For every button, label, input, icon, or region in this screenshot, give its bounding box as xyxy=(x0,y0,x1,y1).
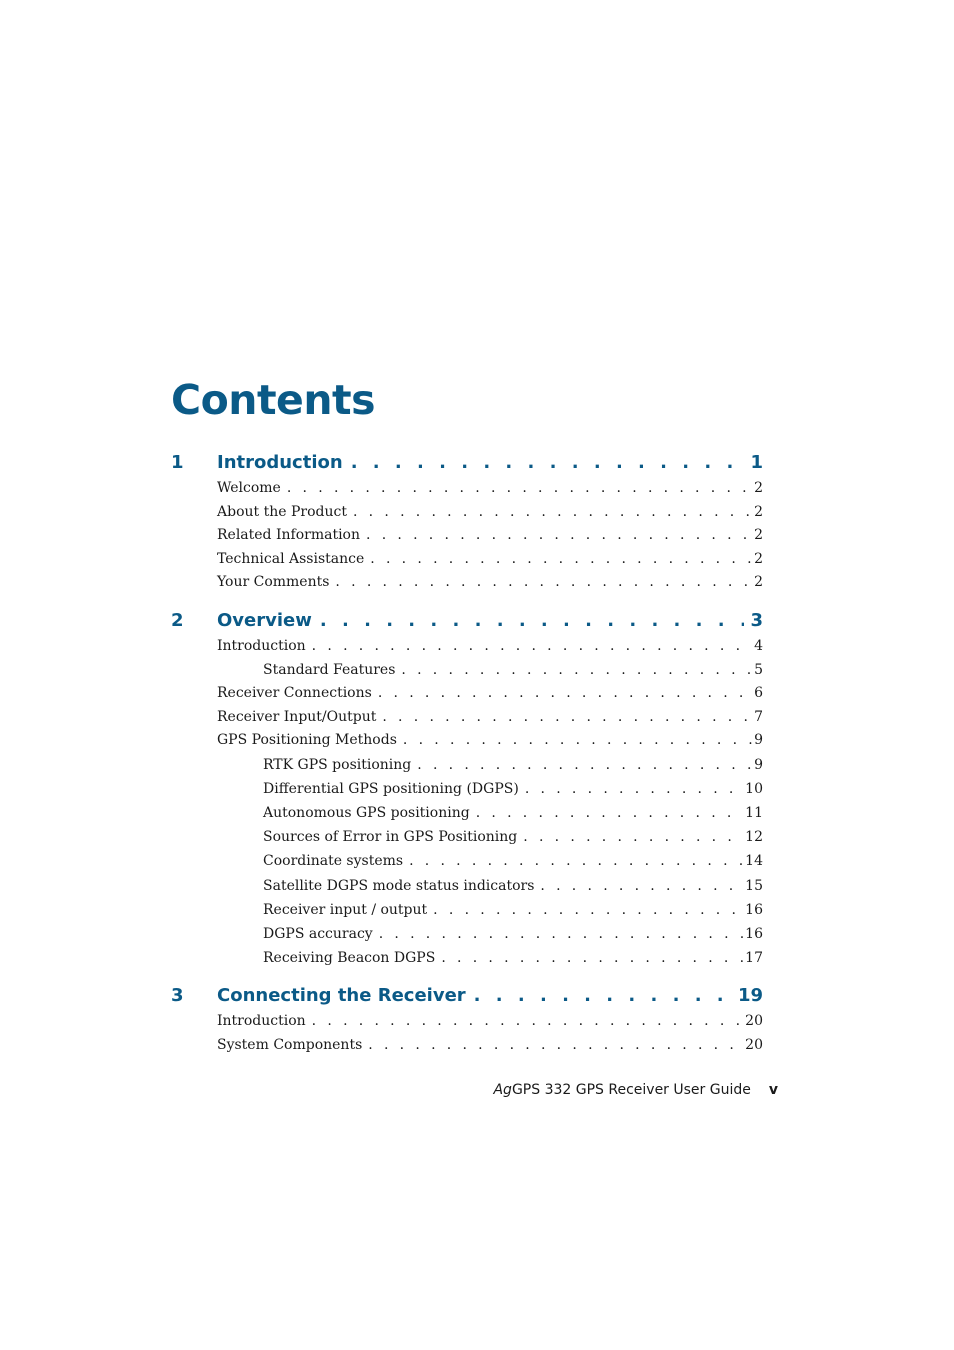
toc-entry[interactable] xyxy=(171,635,763,659)
entry-title: About the Product xyxy=(217,503,347,520)
entry-title: DGPS accuracy xyxy=(263,926,373,942)
entry-page-number: 16 xyxy=(745,926,763,942)
entry-page-number: 20 xyxy=(745,1013,763,1030)
toc-entry[interactable] xyxy=(171,658,763,682)
toc-entry-list xyxy=(171,1010,763,1057)
entry-page-number: 2 xyxy=(754,574,763,590)
entry-title: Sources of Error in GPS Positioning xyxy=(263,829,518,846)
toc-entry[interactable] xyxy=(171,801,763,825)
toc-entry[interactable] xyxy=(171,548,763,572)
dot-leader xyxy=(403,729,752,753)
dot-leader xyxy=(368,1034,743,1058)
toc-chapter-3[interactable] xyxy=(171,982,763,1010)
chapter-title: Overview xyxy=(217,609,312,631)
entry-page-number: 17 xyxy=(745,950,763,967)
entry-title: Welcome xyxy=(217,480,281,496)
entry-title: Technical Assistance xyxy=(217,550,365,567)
toc-entry[interactable] xyxy=(171,729,763,753)
entry-page-number: 2 xyxy=(754,527,763,543)
toc-entry[interactable] xyxy=(171,874,763,898)
entry-page-number: 15 xyxy=(745,877,763,894)
entry-title: Related Information xyxy=(217,527,360,543)
dot-leader xyxy=(287,477,752,501)
entry-title: System Components xyxy=(217,1036,363,1053)
entry-title: Autonomous GPS positioning xyxy=(263,805,470,822)
toc-entry[interactable] xyxy=(171,1034,763,1058)
entry-page-number: 9 xyxy=(754,756,763,773)
toc-entry[interactable] xyxy=(171,825,763,849)
chapter-page-number: 3 xyxy=(750,609,763,631)
entry-title: Coordinate systems xyxy=(263,853,404,870)
toc-entry[interactable] xyxy=(171,501,763,525)
dot-leader xyxy=(312,1010,744,1034)
entry-title: GPS Positioning Methods xyxy=(217,732,397,749)
page-footer xyxy=(0,1080,778,1100)
entry-page-number: 2 xyxy=(754,480,763,496)
entry-page-number: 4 xyxy=(754,637,763,654)
entry-page-number: 14 xyxy=(745,853,763,870)
dot-leader xyxy=(409,849,743,873)
toc-entry[interactable] xyxy=(171,777,763,801)
chapter-number: 2 xyxy=(171,609,184,631)
entry-title: Differential GPS positioning (DGPS) xyxy=(263,780,519,797)
toc-entry[interactable] xyxy=(171,1010,763,1034)
entry-title: Receiving Beacon DGPS xyxy=(263,950,436,967)
dot-leader xyxy=(353,501,752,525)
toc-entry[interactable] xyxy=(171,682,763,706)
table-of-contents xyxy=(171,449,763,1069)
dot-leader xyxy=(525,777,743,801)
entry-title: Introduction xyxy=(217,1013,306,1030)
footer-page-number: v xyxy=(768,1082,778,1098)
entry-title: Your Comments xyxy=(217,574,330,590)
dot-leader xyxy=(379,922,743,946)
entry-page-number: 12 xyxy=(745,829,763,846)
dot-leader xyxy=(335,571,752,595)
toc-entry-list xyxy=(171,477,763,595)
dot-leader xyxy=(366,524,752,548)
entry-title: Standard Features xyxy=(263,662,396,678)
chapter-title: Connecting the Receiver xyxy=(217,985,466,1007)
dot-leader xyxy=(523,825,743,849)
toc-entry[interactable] xyxy=(171,477,763,501)
entry-page-number: 7 xyxy=(754,708,763,725)
dot-leader xyxy=(441,946,743,970)
dot-leader xyxy=(378,682,752,706)
dot-leader xyxy=(433,898,743,922)
toc-entry[interactable] xyxy=(171,922,763,946)
chapter-number: 1 xyxy=(171,452,184,473)
toc-entry[interactable] xyxy=(171,571,763,595)
dot-leader xyxy=(401,658,752,682)
entry-page-number: 16 xyxy=(745,901,763,918)
entry-title: Receiver Connections xyxy=(217,685,372,702)
dot-leader xyxy=(370,548,752,572)
chapter-page-number: 1 xyxy=(750,452,763,473)
toc-chapter-1[interactable] xyxy=(171,449,763,477)
footer-product-prefix: Ag xyxy=(493,1082,512,1098)
dot-leader xyxy=(476,801,743,825)
toc-entry[interactable] xyxy=(171,753,763,777)
toc-entry[interactable] xyxy=(171,849,763,873)
dot-leader xyxy=(474,982,732,1010)
chapter-page-number: 19 xyxy=(737,985,763,1007)
entry-title: Receiver input / output xyxy=(263,901,428,918)
dot-leader xyxy=(417,753,752,777)
entry-page-number: 2 xyxy=(754,550,763,567)
toc-entry[interactable] xyxy=(171,706,763,730)
entry-page-number: 11 xyxy=(745,805,763,822)
toc-entry[interactable] xyxy=(171,946,763,970)
page-title: Contents xyxy=(171,376,376,424)
dot-leader xyxy=(320,607,745,635)
entry-title: Introduction xyxy=(217,637,306,654)
toc-entry-list xyxy=(171,635,763,971)
dot-leader xyxy=(540,874,743,898)
entry-page-number: 20 xyxy=(745,1036,763,1053)
chapter-number: 3 xyxy=(171,985,184,1007)
chapter-title: Introduction xyxy=(217,452,343,473)
dot-leader xyxy=(351,449,745,477)
toc-chapter-2[interactable] xyxy=(171,607,763,635)
entry-page-number: 2 xyxy=(754,503,763,520)
entry-page-number: 10 xyxy=(745,780,763,797)
entry-page-number: 6 xyxy=(754,685,763,702)
entry-title: Satellite DGPS mode status indicators xyxy=(263,877,535,894)
toc-entry[interactable] xyxy=(171,898,763,922)
entry-title: RTK GPS positioning xyxy=(263,756,412,773)
entry-title: Receiver Input/Output xyxy=(217,708,377,725)
dot-leader xyxy=(382,706,752,730)
footer-product-title: GPS 332 GPS Receiver User Guide xyxy=(511,1082,751,1098)
entry-page-number: 5 xyxy=(754,662,763,678)
dot-leader xyxy=(312,635,752,659)
toc-entry[interactable] xyxy=(171,524,763,548)
entry-page-number: 9 xyxy=(754,732,763,749)
